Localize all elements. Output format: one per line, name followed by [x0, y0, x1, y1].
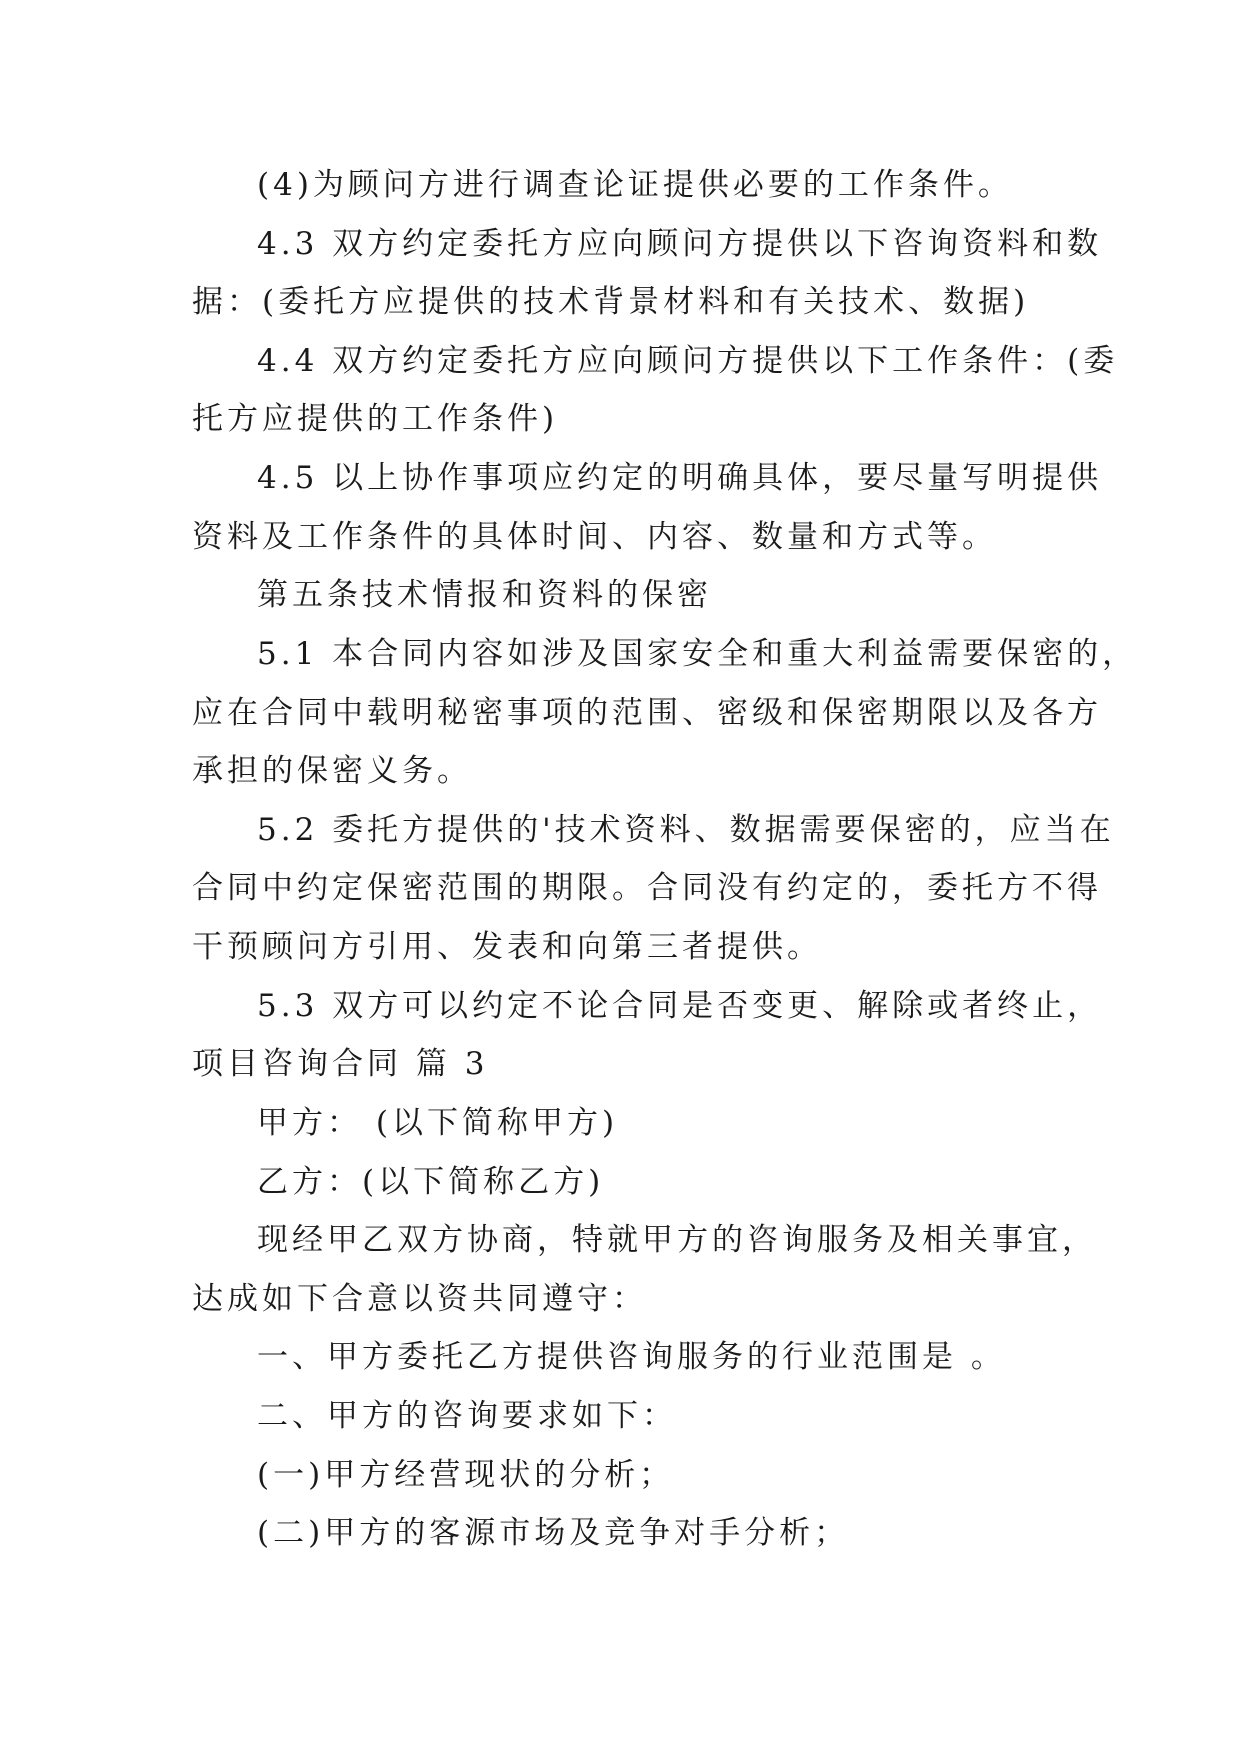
document-title: 项目咨询合同 篇 3 — [192, 1046, 489, 1082]
text-line: 现经甲乙双方协商，特就甲方的咨询服务及相关事宜， — [257, 1222, 1097, 1258]
text-line: 据：(委托方应提供的技术背景材料和有关技术、数据) — [192, 284, 1030, 320]
text-line: 甲方： (以下简称甲方) — [257, 1105, 619, 1141]
section-heading: 第五条技术情报和资料的保密 — [257, 577, 712, 613]
text-line: (二)甲方的客源市场及竞争对手分析； — [257, 1515, 850, 1551]
text-line: 二、甲方的咨询要求如下： — [257, 1398, 677, 1434]
text-line: 资料及工作条件的具体时间、内容、数量和方式等。 — [192, 519, 997, 555]
text-line: 合同中约定保密范围的期限。合同没有约定的，委托方不得 — [192, 870, 1102, 906]
text-line: 托方应提供的工作条件) — [192, 401, 559, 437]
text-line: 乙方：(以下简称乙方) — [257, 1164, 605, 1200]
text-line: (4)为顾问方进行调查论证提供必要的工作条件。 — [257, 167, 1013, 203]
text-line: (一)甲方经营现状的分析； — [257, 1457, 675, 1493]
text-line: 干预顾问方引用、发表和向第三者提供。 — [192, 929, 822, 965]
text-line: 4.5 以上协作事项应约定的明确具体，要尽量写明提供 — [257, 460, 1103, 496]
text-line: 5.2 委托方提供的'技术资料、数据需要保密的，应当在 — [257, 812, 1115, 848]
text-line: 5.3 双方可以约定不论合同是否变更、解除或者终止， — [257, 988, 1103, 1024]
text-line: 一、甲方委托乙方提供咨询服务的行业范围是 。 — [257, 1339, 1006, 1375]
text-line: 承担的保密义务。 — [192, 753, 472, 789]
text-line: 达成如下合意以资共同遵守： — [192, 1281, 647, 1317]
text-line: 应在合同中载明秘密事项的范围、密级和保密期限以及各方 — [192, 695, 1102, 731]
text-line: 4.4 双方约定委托方应向顾问方提供以下工作条件：(委 — [257, 343, 1119, 379]
text-line: 4.3 双方约定委托方应向顾问方提供以下咨询资料和数 — [257, 226, 1103, 262]
text-line: 5.1 本合同内容如涉及国家安全和重大利益需要保密的， — [257, 636, 1138, 672]
